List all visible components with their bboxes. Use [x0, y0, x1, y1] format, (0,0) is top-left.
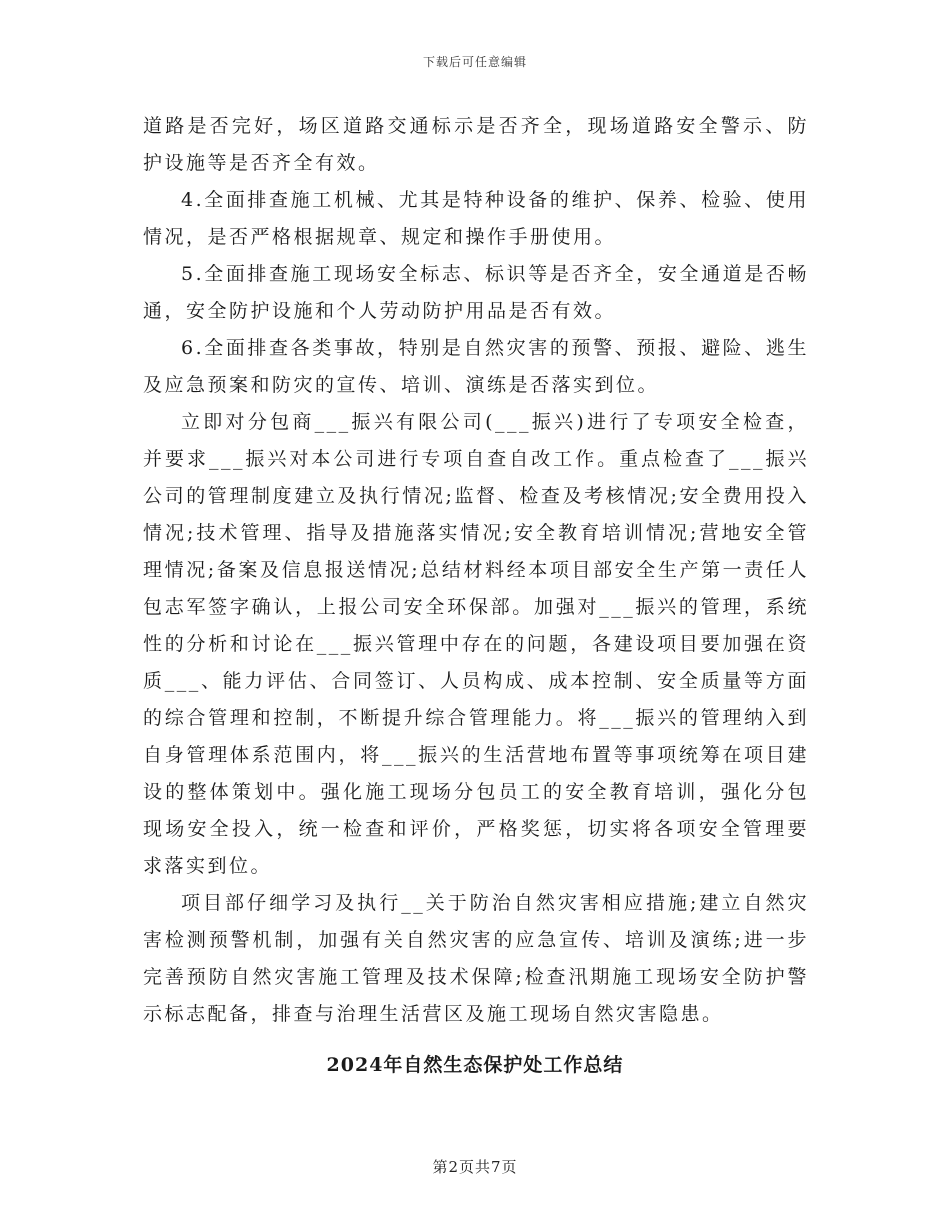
paragraph-item-5: 5.全面排查施工现场安全标志、标识等是否齐全，安全通道是否畅通，安全防护设施和个人劳动防护用品是否有效。 — [143, 263, 809, 322]
paragraph-subcontractor-inspection: 立即对分包商___振兴有限公司(___振兴)进行了专项安全检查，并要求___振兴对本公司进行专项自查自改工作。重点检查了___振兴公司的管理制度建立及执行情况;监督、检查及考核情况;安全费用投入情况;技术管理、指导及措施落实情况;安全教育培训情况;营地安全管理情况;备案及信息报送情况;总结材料经本项目部安全生产第一责任人包志军签字确认，上报公司安全环保部。加强对___振兴的管理，系统性的分析和讨论在___振兴管理中存在的问题，各建设项目要加强在资质___、能力评估、合同签订、人员构成、成本控制、安全质量等方面的综合管理和控制，不断提升综合管理能力。将___振兴的管理纳入到自身管理体系范围内，将___振兴的生活营地布置等事项统筹在项目建设的整体策划中。强化施工现场分包员工的安全教育培训，强化分包现场安全投入，统一检查和评价，严格奖惩，切实将各项安全管理要求落实到位。 — [143, 411, 809, 877]
section-title: 2024年自然生态保护处工作总结 — [326, 1054, 624, 1076]
paragraph-disaster-prevention: 项目部仔细学习及执行__关于防治自然灾害相应措施;建立自然灾害检测预警机制，加强有关自然灾害的应急宣传、培训及演练;进一步完善预防自然灾害施工管理及技术保障;检查汛期施工现场安全防护警示标志配备，排查与治理生活营区及施工现场自然灾害隐患。 — [143, 892, 809, 1025]
header-note: 下载后可任意编辑 — [422, 55, 527, 69]
page-number: 第2页共7页 — [432, 1158, 518, 1176]
paragraph-item-4: 4.全面排查施工机械、尤其是特种设备的维护、保养、检验、使用情况，是否严格根据规章、规定和操作手册使用。 — [143, 189, 809, 248]
paragraph-continuation: 道路是否完好，场区道路交通标示是否齐全，现场道路安全警示、防护设施等是否齐全有效。 — [143, 115, 809, 174]
document-body — [143, 108, 809, 1033]
paragraph-item-6: 6.全面排查各类事故，特别是自然灾害的预警、预报、避险、逃生及应急预案和防灾的宣传、培训、演练是否落实到位。 — [143, 337, 809, 396]
